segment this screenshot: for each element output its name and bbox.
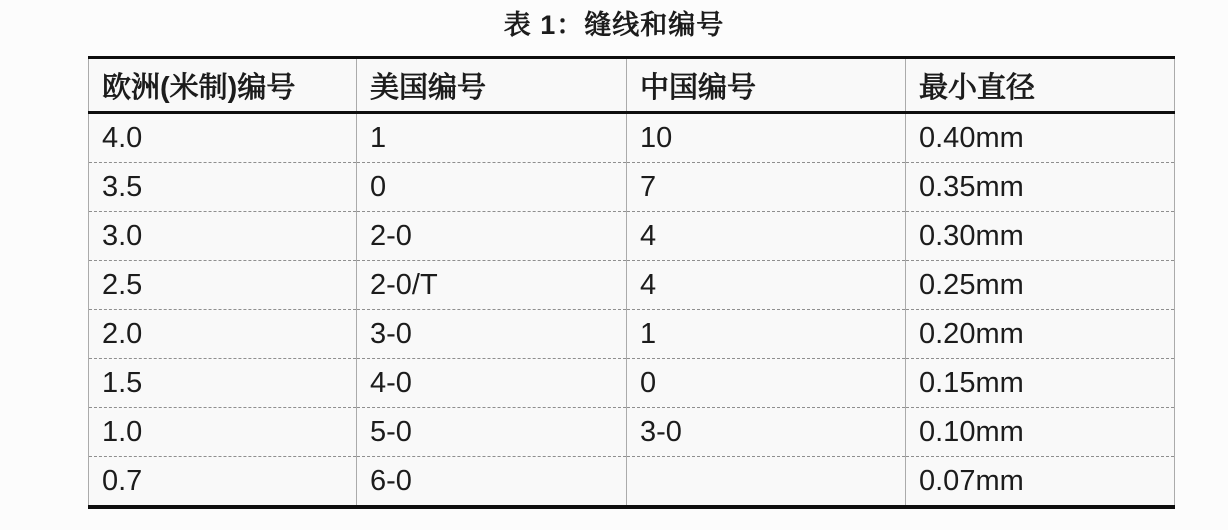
- column-header-american: 美国编号: [357, 58, 627, 113]
- table-cell: 0.7: [89, 457, 357, 508]
- table-cell: 1.5: [89, 359, 357, 408]
- table-cell: 1: [357, 113, 627, 163]
- table-cell: 0.15mm: [906, 359, 1175, 408]
- table-cell: 0.25mm: [906, 261, 1175, 310]
- table-cell: 6-0: [357, 457, 627, 508]
- suture-size-table: [88, 56, 1175, 509]
- table-cell: 2.5: [89, 261, 357, 310]
- table-row: [89, 113, 1175, 163]
- table-cell: 0: [357, 163, 627, 212]
- table-row: [89, 163, 1175, 212]
- table-cell: 1.0: [89, 408, 357, 457]
- table-cell: 1: [627, 310, 906, 359]
- table-cell: 5-0: [357, 408, 627, 457]
- table-row: [89, 359, 1175, 408]
- table-cell: 4-0: [357, 359, 627, 408]
- column-header-european-metric: 欧洲(米制)编号: [89, 58, 357, 113]
- table-cell: 2.0: [89, 310, 357, 359]
- table-cell: 10: [627, 113, 906, 163]
- table-cell: 0.35mm: [906, 163, 1175, 212]
- table-cell: 3-0: [627, 408, 906, 457]
- table-row: [89, 310, 1175, 359]
- table-cell: 0.10mm: [906, 408, 1175, 457]
- table-cell: 4: [627, 261, 906, 310]
- table-cell: 7: [627, 163, 906, 212]
- header-row: [89, 58, 1175, 113]
- table-cell: 4: [627, 212, 906, 261]
- table-cell: 2-0: [357, 212, 627, 261]
- table-title: 表 1：缝线和编号: [503, 10, 725, 40]
- table-row: [89, 408, 1175, 457]
- table-cell: 0: [627, 359, 906, 408]
- table-cell: 3.5: [89, 163, 357, 212]
- table-cell: 4.0: [89, 113, 357, 163]
- table-cell: 3-0: [357, 310, 627, 359]
- column-header-min-diameter: 最小直径: [906, 58, 1175, 113]
- table-cell: 0.30mm: [906, 212, 1175, 261]
- table-cell: 0.40mm: [919, 121, 1024, 154]
- table-cell: 0.20mm: [906, 310, 1175, 359]
- table-cell: 2-0/T: [357, 261, 627, 310]
- table-row: [89, 261, 1175, 310]
- table-row: [89, 212, 1175, 261]
- table-cell: [627, 457, 906, 508]
- table-row: [89, 457, 1175, 508]
- table-cell: 0.07mm: [906, 457, 1175, 508]
- table-cell: 3.0: [89, 212, 357, 261]
- column-header-chinese: 中国编号: [627, 58, 906, 113]
